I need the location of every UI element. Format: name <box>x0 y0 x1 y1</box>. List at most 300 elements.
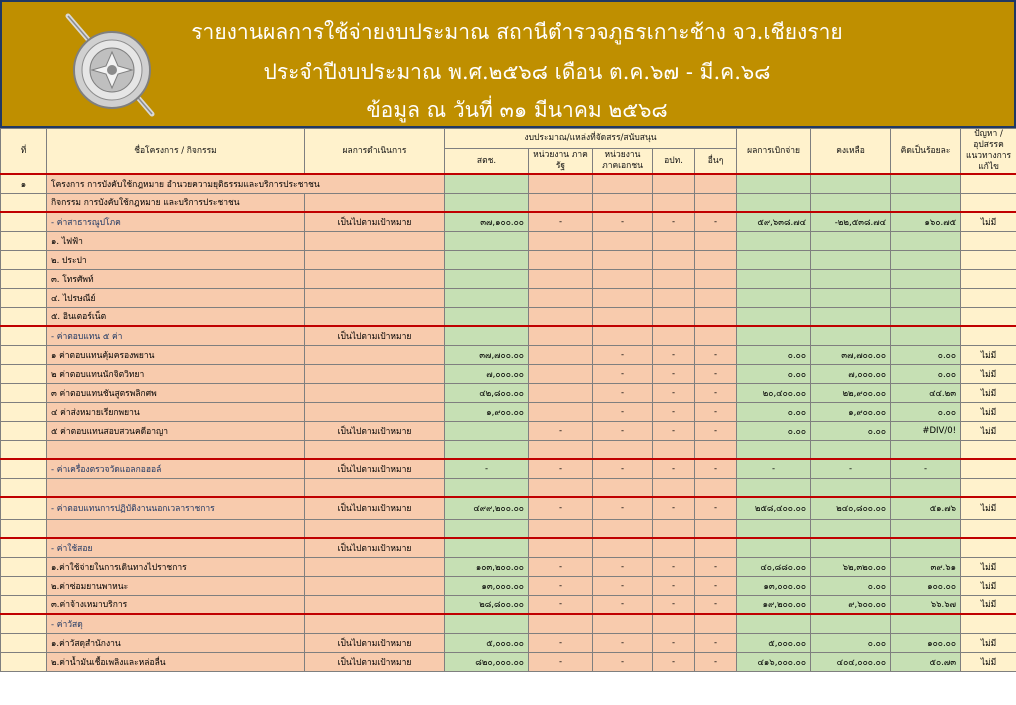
remaining-cell <box>811 538 891 557</box>
project-name <box>47 478 305 497</box>
problem-cell <box>961 326 1016 345</box>
project-name: ๑ ค่าตอบแทนคุ้มครองพยาน <box>47 345 305 364</box>
row-number <box>1 652 47 671</box>
result-cell <box>305 440 445 459</box>
gov-source-cell <box>529 288 593 307</box>
row-number <box>1 614 47 633</box>
budget-cell <box>445 307 529 326</box>
disbursed-cell <box>737 440 811 459</box>
problem-cell <box>961 307 1016 326</box>
disbursed-cell <box>737 519 811 538</box>
percent-cell <box>891 231 961 250</box>
problem-cell <box>961 614 1016 633</box>
gov-source-cell <box>529 193 593 212</box>
problem-cell <box>961 478 1016 497</box>
budget-cell: ๒๘,๘๐๐.๐๐ <box>445 595 529 614</box>
project-name: โครงการ การบังคับใช้กฎหมาย อำนวยความยุติธรรมและบริการประชาชน <box>47 174 445 193</box>
row-number <box>1 307 47 326</box>
gov-source-cell: - <box>529 557 593 576</box>
problem-cell <box>961 250 1016 269</box>
project-name: ๕ ค่าตอบแทนสอบสวนคดีอาญา <box>47 421 305 440</box>
result-cell: เป็นไปตามเป้าหมาย <box>305 326 445 345</box>
remaining-cell: ๖๒,๓๒๐.๐๐ <box>811 557 891 576</box>
project-name: ๒. ประปา <box>47 250 305 269</box>
table-row <box>1 250 1016 269</box>
project-name: ๓.ค่าจ้างเหมาบริการ <box>47 595 305 614</box>
problem-cell: ไม่มี <box>961 345 1016 364</box>
project-name: ๑. ไฟฟ้า <box>47 231 305 250</box>
problem-cell <box>961 459 1016 478</box>
private-source-cell: - <box>593 576 653 595</box>
percent-cell: ๐.๐๐ <box>891 402 961 421</box>
private-source-cell: - <box>593 459 653 478</box>
gov-source-cell <box>529 519 593 538</box>
gov-source-cell <box>529 231 593 250</box>
percent-cell <box>891 269 961 288</box>
private-source-cell: - <box>593 652 653 671</box>
disbursed-cell: ๔๐,๘๘๐.๐๐ <box>737 557 811 576</box>
other-source-cell: - <box>695 402 737 421</box>
budget-cell <box>445 250 529 269</box>
other-source-cell <box>695 614 737 633</box>
percent-cell: ๐.๐๐ <box>891 345 961 364</box>
local-source-cell <box>653 174 695 193</box>
result-cell <box>305 345 445 364</box>
report-period: ประจำปีงบประมาณ พ.ศ.๒๕๖๘ เดือน ต.ค.๖๗ - มี.ค.๖๘ <box>263 60 771 84</box>
private-source-cell <box>593 288 653 307</box>
disbursed-cell <box>737 614 811 633</box>
table-row <box>1 193 1016 212</box>
table-row <box>1 652 1016 671</box>
disbursed-cell: ๐.๐๐ <box>737 402 811 421</box>
budget-cell: ๑๓,๐๐๐.๐๐ <box>445 576 529 595</box>
other-source-cell <box>695 326 737 345</box>
local-source-cell: - <box>653 652 695 671</box>
table-row <box>1 633 1016 652</box>
local-source-cell <box>653 538 695 557</box>
gov-source-cell <box>529 345 593 364</box>
project-name: ๔ ค่าส่งหมายเรียกพยาน <box>47 402 305 421</box>
disbursed-cell: ๒๕๘,๔๐๐.๐๐ <box>737 497 811 519</box>
row-number <box>1 345 47 364</box>
private-source-cell: - <box>593 595 653 614</box>
other-source-cell <box>695 193 737 212</box>
other-source-cell <box>695 519 737 538</box>
remaining-cell <box>811 519 891 538</box>
other-source-cell: - <box>695 421 737 440</box>
disbursed-cell <box>737 231 811 250</box>
problem-cell <box>961 440 1016 459</box>
row-number <box>1 557 47 576</box>
other-source-cell: - <box>695 364 737 383</box>
percent-cell: ๓๙.๖๑ <box>891 557 961 576</box>
table-row <box>1 519 1016 538</box>
private-source-cell: - <box>593 421 653 440</box>
percent-cell: #DIV/0! <box>891 421 961 440</box>
problem-cell: ไม่มี <box>961 497 1016 519</box>
table-row <box>1 440 1016 459</box>
gov-source-cell: - <box>529 212 593 231</box>
budget-cell <box>445 519 529 538</box>
local-source-cell: - <box>653 633 695 652</box>
row-number <box>1 326 47 345</box>
col-src-other: อื่นๆ <box>695 149 737 174</box>
table-row <box>1 557 1016 576</box>
row-number <box>1 212 47 231</box>
private-source-cell: - <box>593 497 653 519</box>
problem-cell: ไม่มี <box>961 652 1016 671</box>
disbursed-cell: ๒๐,๔๐๐.๐๐ <box>737 383 811 402</box>
project-name: ๔. ไปรษณีย์ <box>47 288 305 307</box>
problem-cell: ไม่มี <box>961 212 1016 231</box>
disbursed-cell <box>737 478 811 497</box>
problem-cell: ไม่มี <box>961 557 1016 576</box>
table-row <box>1 212 1016 231</box>
result-cell: เป็นไปตามเป้าหมาย <box>305 459 445 478</box>
gov-source-cell <box>529 383 593 402</box>
result-cell: เป็นไปตามเป้าหมาย <box>305 421 445 440</box>
budget-cell <box>445 478 529 497</box>
private-source-cell <box>593 193 653 212</box>
budget-cell <box>445 269 529 288</box>
project-name <box>47 519 305 538</box>
private-source-cell <box>593 614 653 633</box>
private-source-cell: - <box>593 364 653 383</box>
result-cell <box>305 614 445 633</box>
percent-cell <box>891 174 961 193</box>
other-source-cell: - <box>695 652 737 671</box>
budget-cell <box>445 174 529 193</box>
project-name: - ค่าตอบแทนการปฏิบัติงานนอกเวลาราชการ <box>47 497 305 519</box>
col-remaining: คงเหลือ <box>811 129 891 175</box>
remaining-cell: ๐.๐๐ <box>811 576 891 595</box>
problem-cell <box>961 519 1016 538</box>
private-source-cell <box>593 538 653 557</box>
table-row <box>1 345 1016 364</box>
local-source-cell: - <box>653 212 695 231</box>
row-number: ๑ <box>1 174 47 193</box>
project-name: ๓. โทรศัพท์ <box>47 269 305 288</box>
private-source-cell: - <box>593 402 653 421</box>
other-source-cell: - <box>695 497 737 519</box>
gov-source-cell: - <box>529 459 593 478</box>
project-name: - ค่าใช้สอย <box>47 538 305 557</box>
disbursed-cell: ๔๑๖,๐๐๐.๐๐ <box>737 652 811 671</box>
other-source-cell: - <box>695 383 737 402</box>
other-source-cell: - <box>695 595 737 614</box>
result-cell <box>305 402 445 421</box>
project-name: ๒.ค่าน้ำมันเชื้อเพลิงและหล่อลื่น <box>47 652 305 671</box>
result-cell <box>305 364 445 383</box>
project-name: ๕. อินเตอร์เน็ต <box>47 307 305 326</box>
row-number <box>1 402 47 421</box>
gov-source-cell <box>529 614 593 633</box>
budget-cell: ๗,๐๐๐.๐๐ <box>445 364 529 383</box>
private-source-cell <box>593 307 653 326</box>
table-row <box>1 421 1016 440</box>
private-source-cell <box>593 478 653 497</box>
percent-cell: - <box>891 459 961 478</box>
col-problems: ปัญหา / อุปสรรค แนวทางการแก้ไข <box>961 129 1016 175</box>
remaining-cell: -๒๒,๕๓๘.๗๔ <box>811 212 891 231</box>
local-source-cell: - <box>653 557 695 576</box>
budget-cell <box>445 538 529 557</box>
budget-cell <box>445 326 529 345</box>
local-source-cell <box>653 307 695 326</box>
other-source-cell <box>695 269 737 288</box>
problem-cell <box>961 174 1016 193</box>
percent-cell <box>891 307 961 326</box>
budget-cell <box>445 288 529 307</box>
col-src-private: หน่วยงาน ภาคเอกชน <box>593 149 653 174</box>
col-src-police: สตช. <box>445 149 529 174</box>
table-row <box>1 307 1016 326</box>
result-cell <box>305 288 445 307</box>
disbursed-cell: ๐.๐๐ <box>737 364 811 383</box>
budget-table <box>0 128 1016 672</box>
remaining-cell: ๒๒,๙๐๐.๐๐ <box>811 383 891 402</box>
row-number <box>1 269 47 288</box>
local-source-cell <box>653 478 695 497</box>
disbursed-cell: ๐.๐๐ <box>737 421 811 440</box>
budget-cell <box>445 421 529 440</box>
col-project: ชื่อโครงการ / กิจกรรม <box>47 129 305 175</box>
remaining-cell <box>811 614 891 633</box>
budget-cell: ๘๒๐,๐๐๐.๐๐ <box>445 652 529 671</box>
disbursed-cell <box>737 250 811 269</box>
project-name: - ค่าสาธารณูปโภค <box>47 212 305 231</box>
problem-cell: ไม่มี <box>961 633 1016 652</box>
result-cell <box>305 478 445 497</box>
percent-cell <box>891 440 961 459</box>
result-cell <box>305 307 445 326</box>
problem-cell: ไม่มี <box>961 383 1016 402</box>
percent-cell <box>891 288 961 307</box>
report-banner <box>0 0 1016 128</box>
remaining-cell <box>811 174 891 193</box>
table-row <box>1 402 1016 421</box>
table-row <box>1 595 1016 614</box>
remaining-cell <box>811 231 891 250</box>
col-no: ที่ <box>1 129 47 175</box>
row-number <box>1 633 47 652</box>
gov-source-cell: - <box>529 576 593 595</box>
private-source-cell <box>593 326 653 345</box>
percent-cell <box>891 326 961 345</box>
project-name: ๑.ค่าวัสดุสำนักงาน <box>47 633 305 652</box>
gov-source-cell <box>529 326 593 345</box>
local-source-cell <box>653 288 695 307</box>
percent-cell: ๑๐๐.๐๐ <box>891 633 961 652</box>
result-cell: เป็นไปตามเป้าหมาย <box>305 652 445 671</box>
budget-cell: ๔๒,๘๐๐.๐๐ <box>445 383 529 402</box>
budget-cell: - <box>445 459 529 478</box>
project-name: - ค่าเครื่องตรวจวัดแอลกอฮอล์ <box>47 459 305 478</box>
disbursed-cell <box>737 538 811 557</box>
private-source-cell <box>593 269 653 288</box>
problem-cell <box>961 231 1016 250</box>
row-number <box>1 250 47 269</box>
problem-cell <box>961 288 1016 307</box>
row-number <box>1 364 47 383</box>
local-source-cell <box>653 519 695 538</box>
table-row <box>1 288 1016 307</box>
col-src-government: หน่วยงาน ภาครัฐ <box>529 149 593 174</box>
disbursed-cell: ๑๓,๐๐๐.๐๐ <box>737 576 811 595</box>
disbursed-cell <box>737 174 811 193</box>
remaining-cell: ๙,๖๐๐.๐๐ <box>811 595 891 614</box>
project-name: - ค่าตอบแทน ๕ ค่า <box>47 326 305 345</box>
disbursed-cell <box>737 288 811 307</box>
result-cell <box>305 595 445 614</box>
local-source-cell: - <box>653 421 695 440</box>
other-source-cell: - <box>695 345 737 364</box>
problem-cell <box>961 538 1016 557</box>
local-source-cell: - <box>653 345 695 364</box>
gov-source-cell: - <box>529 421 593 440</box>
problem-cell: ไม่มี <box>961 421 1016 440</box>
remaining-cell <box>811 326 891 345</box>
gov-source-cell: - <box>529 652 593 671</box>
remaining-cell <box>811 440 891 459</box>
percent-cell <box>891 519 961 538</box>
other-source-cell: - <box>695 459 737 478</box>
table-row <box>1 459 1016 478</box>
other-source-cell <box>695 174 737 193</box>
private-source-cell: - <box>593 345 653 364</box>
remaining-cell <box>811 269 891 288</box>
private-source-cell <box>593 231 653 250</box>
remaining-cell: ๐.๐๐ <box>811 421 891 440</box>
gov-source-cell: - <box>529 595 593 614</box>
col-result: ผลการดำเนินการ <box>305 129 445 175</box>
other-source-cell: - <box>695 633 737 652</box>
gov-source-cell: - <box>529 497 593 519</box>
local-source-cell: - <box>653 576 695 595</box>
problem-cell: ไม่มี <box>961 364 1016 383</box>
disbursed-cell <box>737 326 811 345</box>
result-cell <box>305 519 445 538</box>
project-name: ๓ ค่าตอบแทนชันสูตรพลิกศพ <box>47 383 305 402</box>
gov-source-cell <box>529 478 593 497</box>
problem-cell: ไม่มี <box>961 595 1016 614</box>
disbursed-cell: ๑๙,๒๐๐.๐๐ <box>737 595 811 614</box>
project-name <box>47 440 305 459</box>
result-cell <box>305 383 445 402</box>
percent-cell <box>891 193 961 212</box>
other-source-cell <box>695 478 737 497</box>
percent-cell: ๕๐.๗๓ <box>891 652 961 671</box>
remaining-cell: ๐.๐๐ <box>811 633 891 652</box>
table-row <box>1 576 1016 595</box>
result-cell: เป็นไปตามเป้าหมาย <box>305 633 445 652</box>
table-row <box>1 383 1016 402</box>
budget-cell <box>445 440 529 459</box>
col-percent: คิดเป็นร้อยละ <box>891 129 961 175</box>
local-source-cell <box>653 326 695 345</box>
row-number <box>1 595 47 614</box>
row-number <box>1 497 47 519</box>
percent-cell <box>891 614 961 633</box>
row-number <box>1 576 47 595</box>
gov-source-cell <box>529 440 593 459</box>
remaining-cell <box>811 288 891 307</box>
table-row <box>1 269 1016 288</box>
percent-cell: ๐.๐๐ <box>891 364 961 383</box>
project-name: ๑.ค่าใช้จ่ายในการเดินทางไปราชการ <box>47 557 305 576</box>
remaining-cell <box>811 193 891 212</box>
remaining-cell <box>811 250 891 269</box>
row-number <box>1 440 47 459</box>
table-body <box>1 174 1016 671</box>
table-row <box>1 364 1016 383</box>
local-source-cell: - <box>653 383 695 402</box>
budget-cell: ๑,๙๐๐.๐๐ <box>445 402 529 421</box>
private-source-cell: - <box>593 633 653 652</box>
private-source-cell: - <box>593 212 653 231</box>
project-name: ๒ ค่าตอบแทนนักจิตวิทยา <box>47 364 305 383</box>
percent-cell: ๔๔.๒๓ <box>891 383 961 402</box>
project-name: ๒.ค่าซ่อมยานพาหนะ <box>47 576 305 595</box>
gov-source-cell <box>529 250 593 269</box>
result-cell <box>305 576 445 595</box>
percent-cell <box>891 478 961 497</box>
remaining-cell: ๑,๙๐๐.๐๐ <box>811 402 891 421</box>
gov-source-cell <box>529 364 593 383</box>
report-title: รายงานผลการใช้จ่ายงบประมาณ สถานีตำรวจภูธรเกาะช้าง จว.เชียงราย <box>191 20 843 44</box>
project-name: กิจกรรม การบังคับใช้กฎหมาย และบริการประชาชน <box>47 193 305 212</box>
local-source-cell: - <box>653 402 695 421</box>
local-source-cell: - <box>653 497 695 519</box>
budget-cell: ๕,๐๐๐.๐๐ <box>445 633 529 652</box>
table-row <box>1 538 1016 557</box>
remaining-cell: ๗,๐๐๐.๐๐ <box>811 364 891 383</box>
table-row <box>1 478 1016 497</box>
local-source-cell: - <box>653 595 695 614</box>
result-cell <box>305 231 445 250</box>
problem-cell: ไม่มี <box>961 576 1016 595</box>
row-number <box>1 421 47 440</box>
private-source-cell: - <box>593 557 653 576</box>
table-row <box>1 231 1016 250</box>
row-number <box>1 231 47 250</box>
table-row <box>1 326 1016 345</box>
other-source-cell <box>695 440 737 459</box>
problem-cell <box>961 193 1016 212</box>
col-disbursed: ผลการเบิกจ่าย <box>737 129 811 175</box>
budget-cell: ๔๙๙,๒๐๐.๐๐ <box>445 497 529 519</box>
report-date: ข้อมูล ณ วันที่ ๓๑ มีนาคม ๒๕๖๘ <box>366 98 668 122</box>
remaining-cell: ๓๗,๗๐๐.๐๐ <box>811 345 891 364</box>
problem-cell: ไม่มี <box>961 402 1016 421</box>
percent-cell: ๑๐๐.๐๐ <box>891 576 961 595</box>
gov-source-cell <box>529 538 593 557</box>
private-source-cell <box>593 250 653 269</box>
row-number <box>1 459 47 478</box>
gov-source-cell <box>529 307 593 326</box>
disbursed-cell <box>737 307 811 326</box>
percent-cell <box>891 250 961 269</box>
budget-cell: ๓๗,๗๐๐.๐๐ <box>445 345 529 364</box>
budget-cell <box>445 614 529 633</box>
row-number <box>1 478 47 497</box>
table-row <box>1 497 1016 519</box>
percent-cell: ๖๖.๖๗ <box>891 595 961 614</box>
local-source-cell <box>653 250 695 269</box>
disbursed-cell: ๐.๐๐ <box>737 345 811 364</box>
local-source-cell: - <box>653 459 695 478</box>
other-source-cell: - <box>695 576 737 595</box>
